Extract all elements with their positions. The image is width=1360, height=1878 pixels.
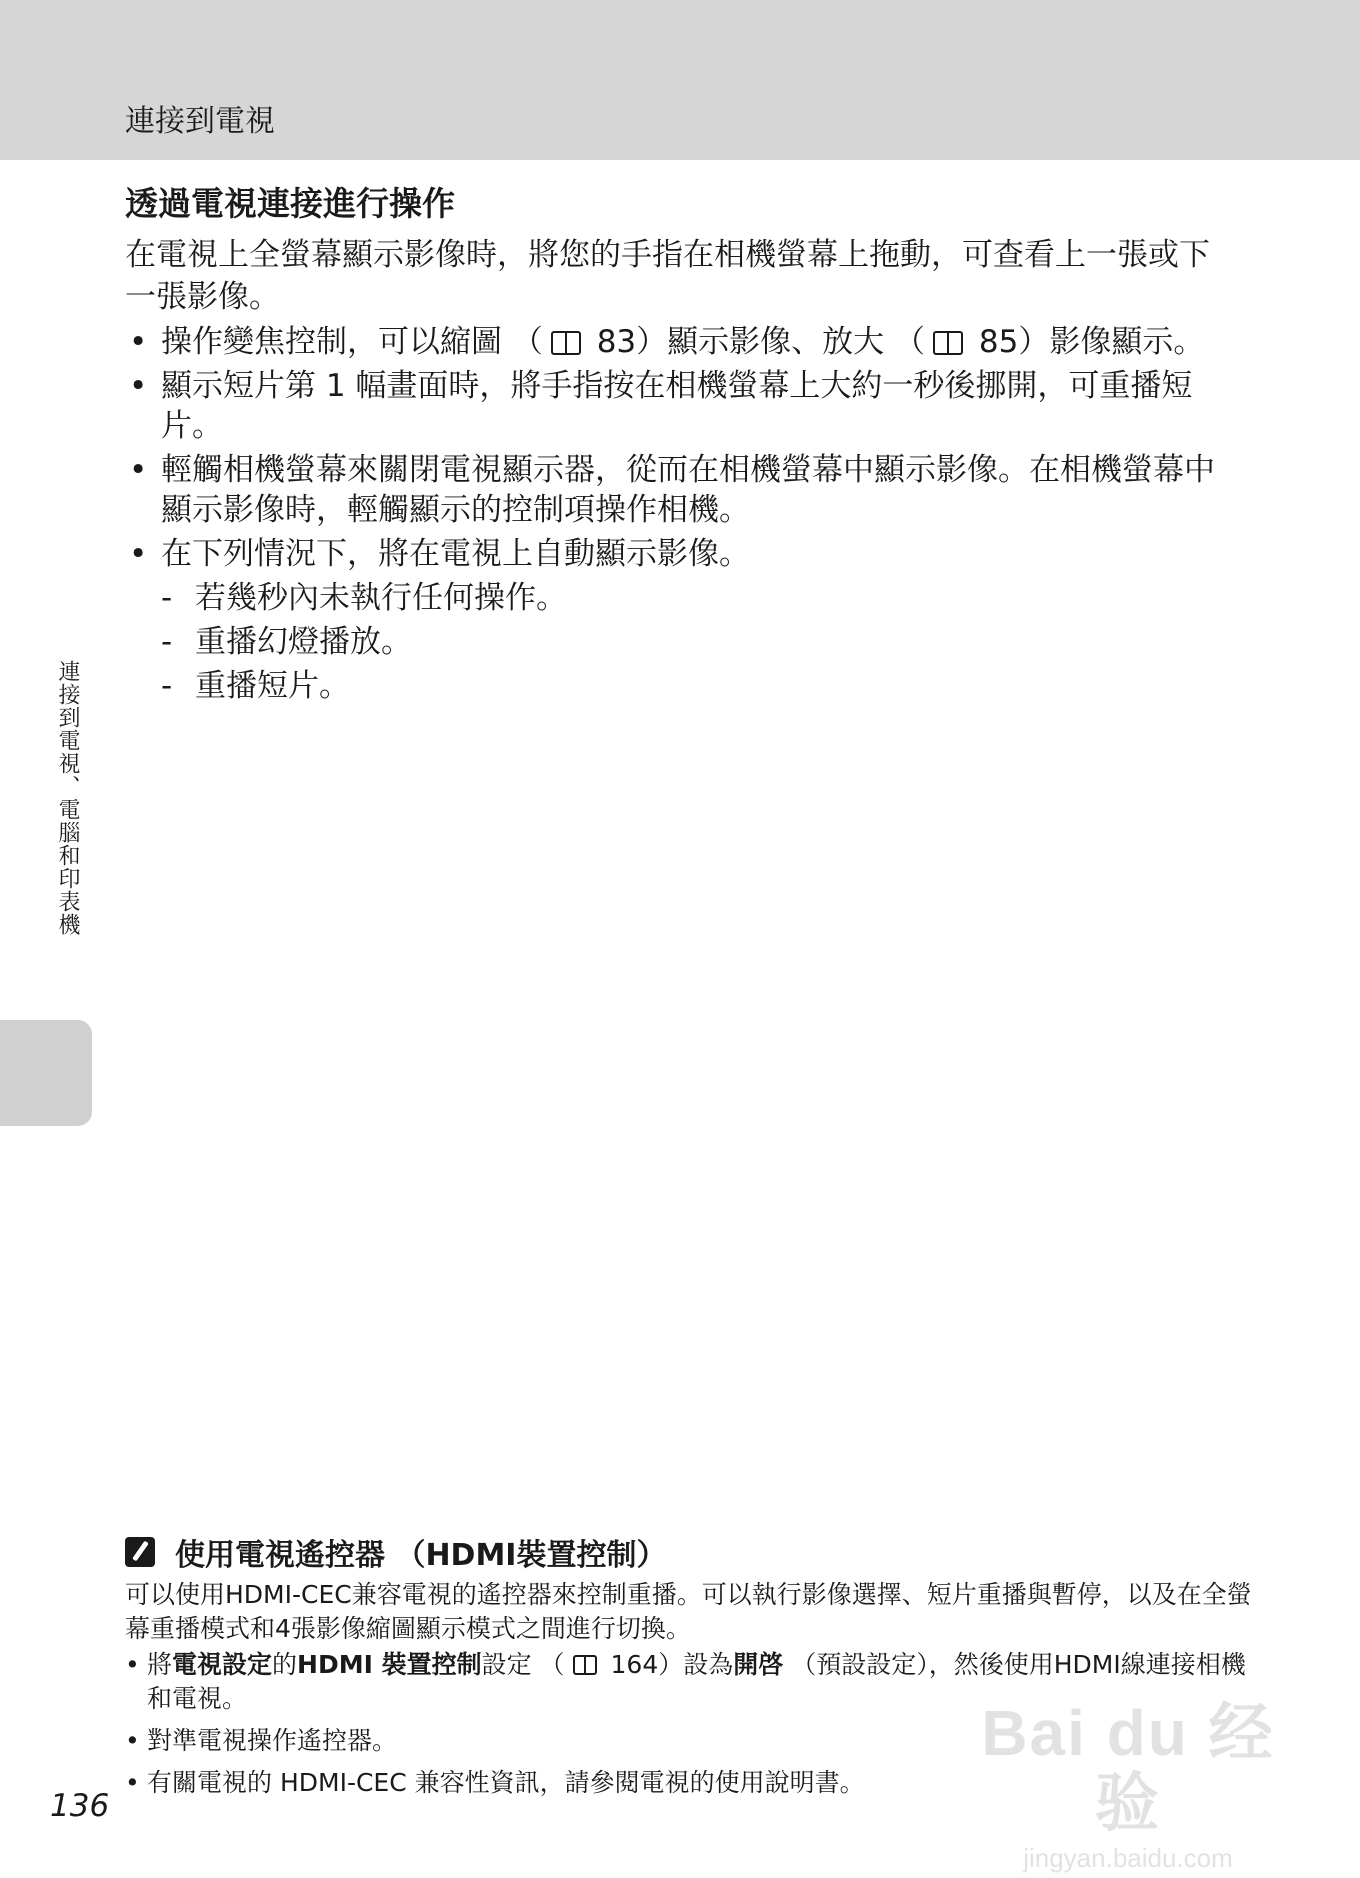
bullet-text: 輕觸相機螢幕來關閉電視顯示器，從而在相機螢幕中顯示影像。在相機螢幕中顯示影像時，輕觸顯示的控制項操作相機。 xyxy=(161,452,1215,528)
bullet-text: 在下列情況下，將在電視上自動顯示影像。 xyxy=(161,536,750,572)
bullet-dot-icon: • xyxy=(129,536,148,572)
page-reference-number: 85 xyxy=(969,324,1019,360)
section-title: 透過電視連接進行操作 xyxy=(125,184,455,223)
note-heading xyxy=(125,1530,666,1574)
bullet-tv-off xyxy=(125,450,1235,530)
note-text: 對準電視操作遙控器。 xyxy=(147,1726,398,1755)
bullet-text: ）顯示影像、放大 （ xyxy=(636,324,926,360)
bullet-dot-icon: • xyxy=(125,1726,140,1755)
bullet-text: ）影像顯示。 xyxy=(1018,324,1205,360)
bullet-movie xyxy=(125,366,1235,446)
page-reference-icon xyxy=(573,1655,597,1675)
chapter-side-label: 連接到電視、電腦和印表機 xyxy=(55,660,80,936)
bullet-dot-icon: • xyxy=(125,1768,140,1797)
note-text: 將 xyxy=(147,1650,173,1679)
bullet-dot-icon: • xyxy=(129,368,148,404)
sub-item xyxy=(161,666,1235,706)
header-title: 連接到電視 xyxy=(125,104,275,139)
watermark xyxy=(968,1697,1288,1873)
sub-item-list xyxy=(161,578,1235,706)
sub-item-text: 若幾秒內未執行任何操作。 xyxy=(195,580,567,616)
page-number: 136 xyxy=(50,1788,110,1824)
sub-item-text: 重播幻燈播放。 xyxy=(195,624,412,660)
dash-icon: - xyxy=(161,624,173,660)
dash-icon: - xyxy=(161,580,173,616)
setting-name: HDMI 裝置控制 xyxy=(297,1650,482,1679)
page-reference-number: 164 xyxy=(602,1650,659,1679)
sub-item xyxy=(161,578,1235,618)
page-reference-icon xyxy=(933,331,963,355)
bullet-dot-icon: • xyxy=(129,452,148,488)
note-title: 使用電視遙控器 （HDMI裝置控制） xyxy=(175,1538,667,1573)
bullet-text: 操作變焦控制，可以縮圖 （ xyxy=(161,324,543,360)
section-bullet-list xyxy=(125,322,1235,710)
page-reference-icon xyxy=(551,331,581,355)
bullet-zoom xyxy=(125,322,1235,362)
bullet-dot-icon: • xyxy=(125,1650,140,1679)
setting-value: 開啓 xyxy=(733,1650,784,1679)
bullet-auto-display xyxy=(125,534,1235,706)
bullet-text: 顯示短片第 1 幅畫面時，將手指按在相機螢幕上大約一秒後挪開，可重播短片。 xyxy=(161,368,1193,444)
watermark-logo-text: Bai du 经验 xyxy=(981,1697,1275,1839)
bullet-dot-icon: • xyxy=(129,324,148,360)
section-intro: 在電視上全螢幕顯示影像時，將您的手指在相機螢幕上拖動，可查看上一張或下一張影像。 xyxy=(125,237,1210,315)
sub-item xyxy=(161,622,1235,662)
pencil-note-icon xyxy=(125,1537,155,1567)
note-text: 設定 （ xyxy=(481,1650,565,1679)
watermark-url: jingyan.baidu.com xyxy=(1023,1843,1233,1873)
page-reference-number: 83 xyxy=(586,324,637,360)
dash-icon: - xyxy=(161,668,173,704)
note-body: 可以使用HDMI-CEC兼容電視的遙控器來控制重播。可以執行影像選擇、短片重播與暫停，以及在全螢幕重播模式和4張影像縮圖顯示模式之間進行切換。 xyxy=(125,1580,1252,1643)
note-text: ）設為 xyxy=(658,1650,734,1679)
menu-name: 電視設定 xyxy=(172,1650,273,1679)
note-text: 有關電視的 HDMI-CEC 兼容性資訊，請參閱電視的使用說明書。 xyxy=(147,1768,865,1797)
chapter-tab xyxy=(0,1020,92,1126)
note-text: 的 xyxy=(272,1650,298,1679)
sub-item-text: 重播短片。 xyxy=(195,668,350,704)
note-text: （預設設定），然後使用HDMI線連接相機和電視。 xyxy=(147,1650,1246,1713)
